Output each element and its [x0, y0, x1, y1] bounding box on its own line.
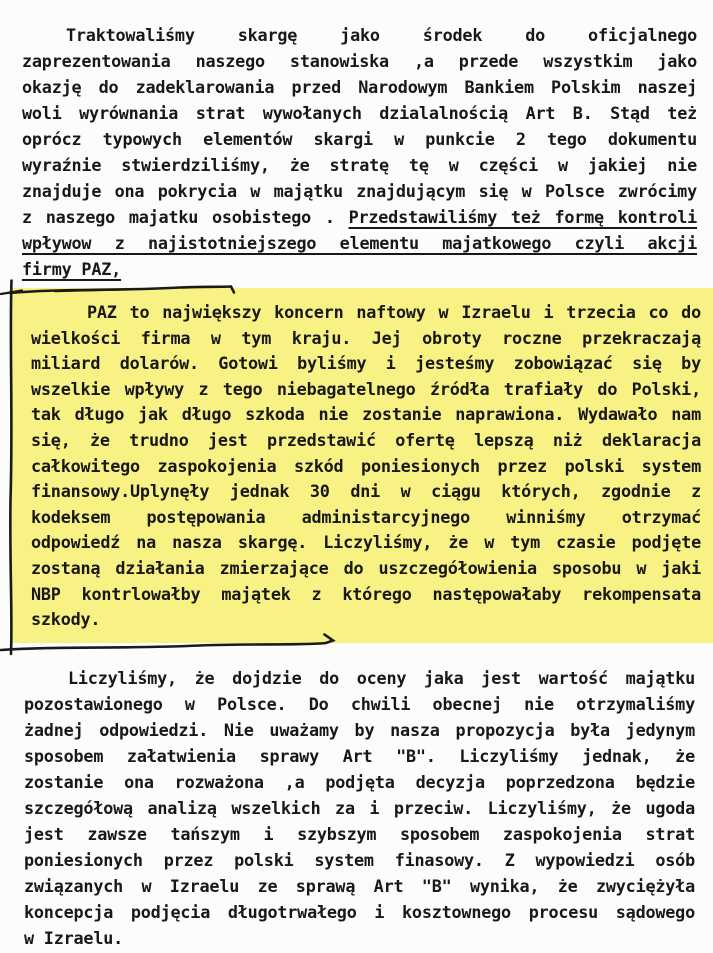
text-line: kodeksem postępowania administarcyjnego winniśmy otrzymać — [31, 506, 701, 527]
text-line: NBP kontrlowałby majątek z którego następowałaby rekompensata — [31, 583, 701, 604]
text-line: wyraźnie stwierdziliśmy, że stratę tę w części w jakiej nie — [22, 155, 697, 175]
text-line: odpowiedź na nasza skargę. Liczyliśmy, że w tym czasie podjęte — [31, 532, 701, 553]
plain-text-segment: z naszego majatku osobistego . — [22, 207, 349, 227]
text-line: Traktowaliśmy skargę jako środek do oficjalnego — [66, 25, 697, 45]
text-line: okazję do zadeklarowania przed Narodowym Bankiem Polskim naszej — [22, 77, 697, 97]
text-line: Liczyliśmy, że dojdzie do oceny jaka jest wartość majątku — [68, 667, 695, 688]
text-line: zostaną działania zmierzające do uszczegółowienia sposobu w jaki — [31, 557, 701, 578]
paragraph-closing — [0, 643, 713, 951]
text-line: pozostawionego w Polsce. Do chwili obecnej nie otrzymaliśmy — [24, 693, 695, 714]
text-line: w Izraelu. — [24, 927, 124, 948]
text-line: szkody. — [31, 609, 101, 630]
highlighted-paragraph — [11, 288, 713, 643]
text-line: sposobem załatwienia sprawy Art "B". Liczyliśmy jednak, że — [24, 745, 695, 766]
text-line: związanych w Izraelu ze sprawą Art "B" wynika, że zwyciężyła — [24, 875, 695, 896]
text-line: koncepcja podjęcia długotrwałego i kosztownego procesu sądowego — [24, 901, 695, 922]
underlined-text-line: wpływow z najistotniejszego elementu majatkowego czyli akcji — [22, 233, 697, 253]
text-line: zostanie ona rozważona ,a podjęta decyzja poprzedzona będzie — [24, 771, 695, 792]
text-line: całkowitego zaspokojenia szkód poniesionych przez polski system — [31, 455, 701, 476]
paragraph-opening — [0, 0, 713, 282]
text-line: tak długo jak długo szkoda nie zostanie naprawiona. Wydawało nam — [31, 404, 701, 425]
text-line: zaprezentowania naszego stanowiska ,a przede wszystkim jako — [22, 51, 697, 71]
text-line: znajduje ona pokrycia w majątku znajdującym się w Polsce zwrócimy — [22, 181, 697, 201]
text-line: się, że trudno jest przedstawić ofertę lepszą niż deklaracja — [31, 429, 701, 450]
text-line-mixed — [22, 204, 697, 230]
text-line: oprócz typowych elementów skargi w punkcie 2 tego dokumentu — [22, 129, 697, 149]
text-line: PAZ to największy koncern naftowy w Izraelu i trzecia co do — [87, 302, 701, 322]
text-line: szczegółową analizą wszelkich za i przeciw. Liczyliśmy, że ugoda — [24, 797, 695, 818]
text-line: wszelkie wpływy z tego niebagatelnego źródła trafiały do Polski, — [31, 378, 701, 399]
underlined-text-segment: Przedstawiliśmy też formę kontroli — [348, 207, 698, 227]
text-line: żadnej odpowiedzi. Nie uważamy by nasza propozycja była jedynym — [24, 719, 695, 740]
text-line: woli wyrównania strat wywołanych dzialalnością Art B. Stąd też — [22, 103, 697, 123]
text-line: finansowy.Uplynęły jednak 30 dni w ciągu których, zgodnie z — [31, 481, 701, 502]
text-line: wielkości firma w tym kraju. Jej obroty roczne przekraczają — [31, 327, 701, 348]
text-line: miliard dolarów. Gotowi byliśmy i jesteśmy zobowiązać się by — [31, 353, 701, 374]
text-line: poniesionych przez polski system finasowy. Z wypowiedzi osób — [24, 849, 695, 870]
underlined-text-line: firmy PAZ, — [22, 259, 122, 279]
text-line: jest zawsze tańszym i szybszym sposobem zaspokojenia strat — [24, 823, 695, 844]
